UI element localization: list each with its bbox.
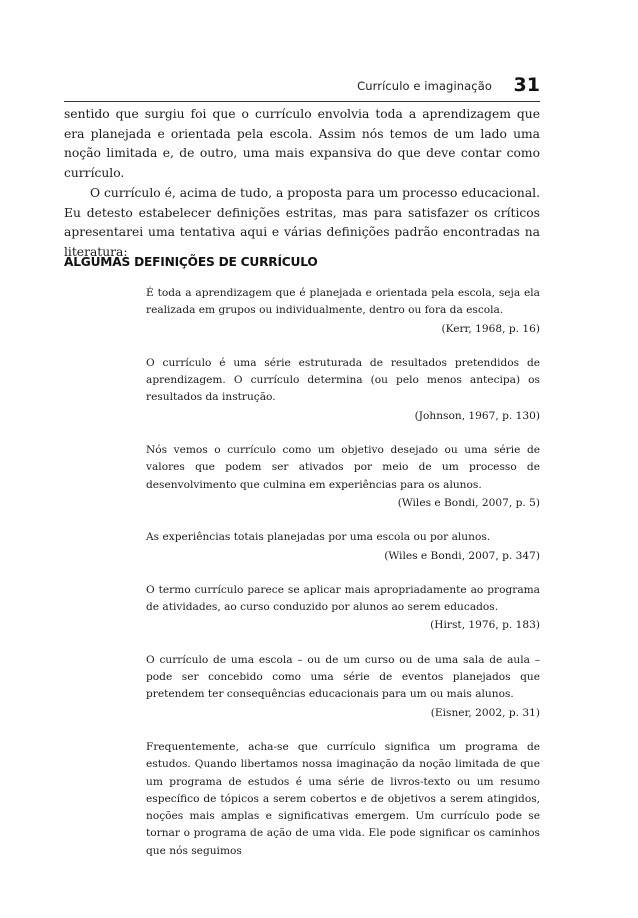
definition-text: O currículo de uma escola – ou de um curso ou de uma sala de aula – pode ser concebido como uma série de eventos planejados que pretendem ter consequências educacionais para um ou mais alunos. bbox=[146, 653, 540, 701]
definition-quote bbox=[146, 442, 540, 512]
definition-text: O currículo é uma série estruturada de resultados pretendidos de aprendizagem. O currículo determina (ou pelo menos antecipa) os resultados da instrução. bbox=[146, 356, 540, 404]
definition-text: Frequentemente, acha-se que currículo significa um programa de estudos. Quando libertamos nossa imaginação da noção limitada de que um programa de estudos é uma série de livros-texto ou um resumo específico de tópicos a serem cobertos e de objetivos a serem atingidos, noções mais amplas e significativas emergem. Um currículo pode se tornar o programa de ação de uma vida. Ele pode significar os caminhos que nós seguimos bbox=[146, 740, 540, 857]
section-heading: ALGUMAS DEFINIÇÕES DE CURRÍCULO bbox=[64, 255, 318, 269]
definition-citation: (Wiles e Bondi, 2007, p. 347) bbox=[384, 549, 540, 562]
page-number: 31 bbox=[513, 74, 540, 96]
definition-citation: (Kerr, 1968, p. 16) bbox=[441, 322, 540, 335]
definition-quote bbox=[146, 529, 540, 565]
running-title: Currículo e imaginação bbox=[357, 79, 492, 93]
definition-citation: (Hirst, 1976, p. 183) bbox=[430, 619, 540, 632]
running-head bbox=[0, 74, 540, 98]
definition-quote bbox=[146, 739, 540, 860]
body-paragraph: O currículo é, acima de tudo, a proposta para um processo educacional. Eu detesto estabelecer definições estritas, mas para satisfazer os críticos apresentarei uma tentativa aqui e várias definições padrão encontradas na literatura: bbox=[64, 185, 540, 259]
definition-quote bbox=[146, 652, 540, 722]
definition-text: É toda a aprendizagem que é planejada e orientada pela escola, seja ela realizada em grupos ou individualmente, dentro ou fora da escola. bbox=[146, 287, 540, 317]
definition-quote bbox=[146, 285, 540, 338]
definition-quote bbox=[146, 355, 540, 425]
body-text bbox=[64, 105, 540, 263]
definition-text: O termo currículo parece se aplicar mais apropriadamente ao programa de atividades, ao curso conduzido por alunos ao serem educados. bbox=[146, 583, 540, 614]
definition-citation: (Wiles e Bondi, 2007, p. 5) bbox=[397, 496, 540, 509]
definitions-list bbox=[146, 285, 540, 877]
definition-citation: (Eisner, 2002, p. 31) bbox=[430, 706, 540, 719]
definition-text: Nós vemos o currículo como um objetivo desejado ou uma série de valores que podem ser ativados por meio de um processo de desenvolvimento que culmina em experiências para os alunos. bbox=[146, 444, 540, 491]
definition-citation: (Johnson, 1967, p. 130) bbox=[414, 409, 540, 422]
definition-quote bbox=[146, 582, 540, 635]
definition-text: As experiências totais planejadas por uma escola ou por alunos. bbox=[146, 531, 491, 544]
header-rule bbox=[64, 101, 540, 102]
body-paragraph: sentido que surgiu foi que o currículo envolvia toda a aprendizagem que era planejada e orientada pela escola. Assim nós temos de um lado uma noção limitada e, de outro, uma mais expansiva do que deve contar como currículo. bbox=[64, 107, 540, 181]
